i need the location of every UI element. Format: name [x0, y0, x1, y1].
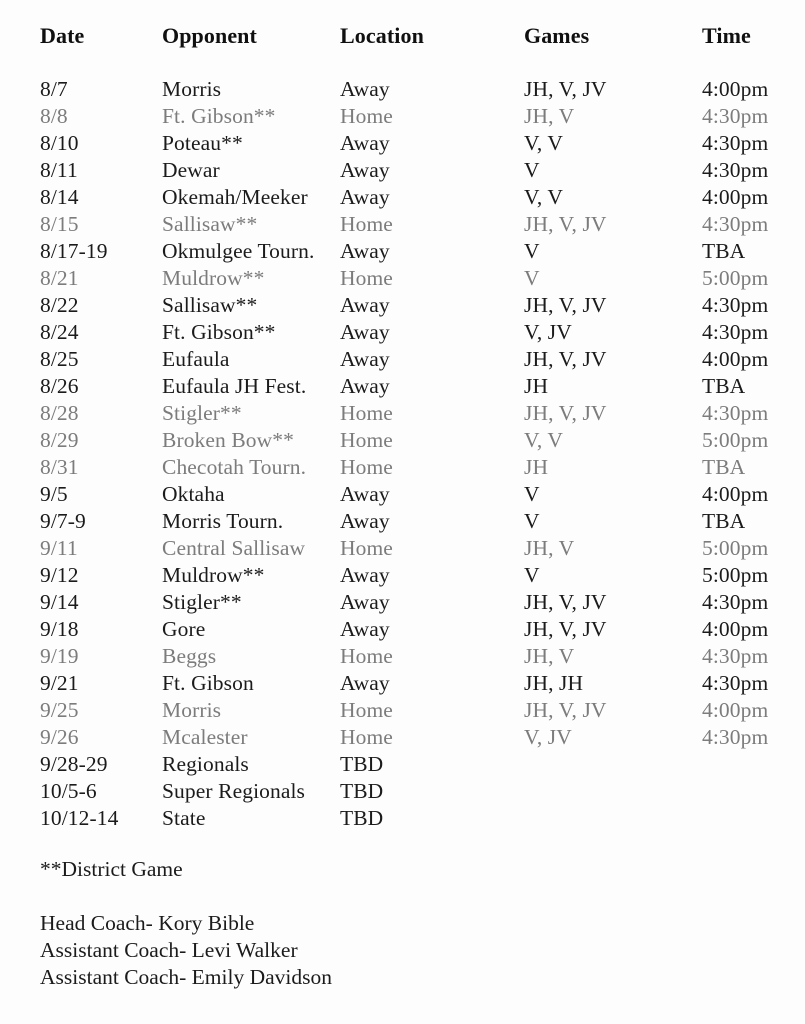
cell-date: 9/12: [40, 563, 79, 587]
cell-location: Home: [340, 455, 393, 479]
cell-date: 9/25: [40, 698, 79, 722]
district-game-footnote: **District Game: [40, 857, 183, 881]
cell-location: Home: [340, 428, 393, 452]
cell-games: V: [524, 509, 540, 533]
cell-opponent: Ft. Gibson**: [162, 320, 276, 344]
cell-games: V, JV: [524, 320, 572, 344]
cell-opponent: Broken Bow**: [162, 428, 294, 452]
table-header-row: [0, 22, 805, 49]
cell-games: V, V: [524, 131, 564, 155]
cell-date: 8/10: [40, 131, 79, 155]
cell-location: Home: [340, 401, 393, 425]
table-row: [0, 508, 805, 535]
cell-location: TBD: [340, 779, 384, 803]
column-header-games: Games: [524, 23, 590, 48]
cell-date: 8/25: [40, 347, 79, 371]
cell-location: TBD: [340, 752, 384, 776]
cell-games: JH, V: [524, 644, 575, 668]
cell-location: TBD: [340, 806, 384, 830]
cell-time: 4:30pm: [702, 725, 769, 749]
cell-location: Home: [340, 104, 393, 128]
cell-date: 9/5: [40, 482, 68, 506]
assistant-coach-1-line: Assistant Coach- Levi Walker: [40, 938, 298, 962]
cell-opponent: Super Regionals: [162, 779, 306, 803]
cell-games: V: [524, 482, 540, 506]
cell-date: 8/8: [40, 104, 68, 128]
cell-games: JH, V, JV: [524, 77, 607, 101]
cell-opponent: Sallisaw**: [162, 212, 258, 236]
cell-games: JH, JH: [524, 671, 584, 695]
cell-opponent: Oktaha: [162, 482, 225, 506]
cell-time: 4:00pm: [702, 698, 769, 722]
cell-location: Away: [340, 590, 390, 614]
table-row: [0, 103, 805, 130]
cell-games: JH, V, JV: [524, 293, 607, 317]
cell-games: JH, V, JV: [524, 590, 607, 614]
table-row: [0, 454, 805, 481]
cell-date: 8/11: [40, 158, 78, 182]
table-row: [0, 535, 805, 562]
table-row: [0, 751, 805, 778]
head-coach-line: Head Coach- Kory Bible: [40, 911, 255, 935]
cell-games: JH, V, JV: [524, 698, 607, 722]
cell-location: Away: [340, 293, 390, 317]
table-row: [0, 778, 805, 805]
cell-date: 9/11: [40, 536, 78, 560]
cell-opponent: Morris: [162, 77, 222, 101]
table-row: [0, 589, 805, 616]
cell-location: Away: [340, 671, 390, 695]
cell-date: 9/18: [40, 617, 79, 641]
cell-time: 4:00pm: [702, 347, 769, 371]
cell-date: 8/26: [40, 374, 79, 398]
cell-date: 8/7: [40, 77, 68, 101]
table-row: [0, 670, 805, 697]
cell-date: 9/21: [40, 671, 79, 695]
cell-opponent: Central Sallisaw: [162, 536, 306, 560]
table-row: [0, 400, 805, 427]
cell-location: Away: [340, 239, 390, 263]
cell-opponent: Ft. Gibson**: [162, 104, 276, 128]
cell-games: JH: [524, 455, 549, 479]
table-row: [0, 697, 805, 724]
cell-location: Away: [340, 320, 390, 344]
table-row: [0, 643, 805, 670]
cell-games: V, V: [524, 185, 564, 209]
cell-opponent: Poteau**: [162, 131, 243, 155]
table-row: [0, 292, 805, 319]
cell-location: Away: [340, 131, 390, 155]
cell-games: V: [524, 563, 540, 587]
table-row: [0, 616, 805, 643]
cell-opponent: Ft. Gibson: [162, 671, 254, 695]
cell-time: 4:30pm: [702, 212, 769, 236]
cell-location: Home: [340, 212, 393, 236]
cell-date: 9/19: [40, 644, 79, 668]
cell-location: Home: [340, 536, 393, 560]
cell-location: Away: [340, 347, 390, 371]
cell-opponent: Beggs: [162, 644, 217, 668]
table-row: [0, 724, 805, 751]
cell-location: Away: [340, 374, 390, 398]
cell-games: V: [524, 158, 540, 182]
cell-opponent: State: [162, 806, 206, 830]
table-row: [0, 130, 805, 157]
table-row: [0, 184, 805, 211]
cell-time: 4:00pm: [702, 77, 769, 101]
cell-opponent: Sallisaw**: [162, 293, 258, 317]
cell-time: TBA: [702, 239, 746, 263]
cell-date: 9/28-29: [40, 752, 108, 776]
cell-time: 5:00pm: [702, 428, 769, 452]
cell-time: 5:00pm: [702, 536, 769, 560]
cell-location: Away: [340, 617, 390, 641]
cell-opponent: Muldrow**: [162, 266, 265, 290]
cell-location: Away: [340, 158, 390, 182]
cell-date: 9/14: [40, 590, 79, 614]
cell-date: 10/12-14: [40, 806, 119, 830]
cell-opponent: Stigler**: [162, 590, 242, 614]
cell-date: 9/7-9: [40, 509, 86, 533]
cell-time: 4:30pm: [702, 158, 769, 182]
cell-games: JH, V: [524, 536, 575, 560]
cell-location: Home: [340, 698, 393, 722]
cell-games: V, JV: [524, 725, 572, 749]
table-row: [0, 805, 805, 832]
cell-opponent: Stigler**: [162, 401, 242, 425]
cell-location: Home: [340, 644, 393, 668]
cell-date: 8/17-19: [40, 239, 108, 263]
cell-games: JH, V: [524, 104, 575, 128]
cell-date: 8/21: [40, 266, 79, 290]
cell-time: 4:00pm: [702, 617, 769, 641]
table-row: [0, 562, 805, 589]
cell-time: 4:00pm: [702, 482, 769, 506]
cell-games: V, V: [524, 428, 564, 452]
table-row: [0, 265, 805, 292]
table-row: [0, 238, 805, 265]
cell-time: 4:30pm: [702, 644, 769, 668]
cell-time: 4:30pm: [702, 401, 769, 425]
cell-date: 8/29: [40, 428, 79, 452]
cell-location: Away: [340, 185, 390, 209]
cell-opponent: Mcalester: [162, 725, 248, 749]
table-row: [0, 76, 805, 103]
cell-date: 8/14: [40, 185, 79, 209]
cell-opponent: Morris Tourn.: [162, 509, 284, 533]
column-header-opponent: Opponent: [162, 23, 257, 48]
cell-games: JH, V, JV: [524, 617, 607, 641]
cell-opponent: Okemah/Meeker: [162, 185, 308, 209]
cell-location: Away: [340, 563, 390, 587]
cell-opponent: Regionals: [162, 752, 249, 776]
column-header-date: Date: [40, 23, 85, 48]
cell-date: 8/15: [40, 212, 79, 236]
cell-date: 8/31: [40, 455, 79, 479]
cell-games: JH, V, JV: [524, 212, 607, 236]
cell-opponent: Morris: [162, 698, 222, 722]
table-row: [0, 481, 805, 508]
cell-location: Home: [340, 266, 393, 290]
cell-time: TBA: [702, 509, 746, 533]
cell-time: 4:30pm: [702, 131, 769, 155]
cell-opponent: Checotah Tourn.: [162, 455, 307, 479]
cell-date: 10/5-6: [40, 779, 97, 803]
cell-opponent: Gore: [162, 617, 206, 641]
table-row: [0, 319, 805, 346]
assistant-coach-2-line: Assistant Coach- Emily Davidson: [40, 965, 333, 989]
cell-date: 9/26: [40, 725, 79, 749]
cell-date: 8/28: [40, 401, 79, 425]
cell-time: 4:30pm: [702, 590, 769, 614]
cell-opponent: Muldrow**: [162, 563, 265, 587]
cell-games: V: [524, 239, 540, 263]
cell-opponent: Dewar: [162, 158, 220, 182]
cell-games: JH, V, JV: [524, 401, 607, 425]
cell-time: 4:30pm: [702, 671, 769, 695]
cell-location: Away: [340, 509, 390, 533]
cell-time: TBA: [702, 374, 746, 398]
cell-time: 4:30pm: [702, 320, 769, 344]
cell-location: Home: [340, 725, 393, 749]
cell-games: JH, V, JV: [524, 347, 607, 371]
cell-games: JH: [524, 374, 549, 398]
table-row: [0, 211, 805, 238]
column-header-time: Time: [702, 23, 751, 48]
cell-time: 4:30pm: [702, 293, 769, 317]
cell-time: 5:00pm: [702, 563, 769, 587]
table-row: [0, 346, 805, 373]
column-header-location: Location: [340, 23, 424, 48]
cell-time: TBA: [702, 455, 746, 479]
cell-location: Away: [340, 482, 390, 506]
cell-time: 5:00pm: [702, 266, 769, 290]
table-row: [0, 427, 805, 454]
table-row: [0, 157, 805, 184]
cell-location: Away: [340, 77, 390, 101]
cell-opponent: Okmulgee Tourn.: [162, 239, 315, 263]
cell-date: 8/24: [40, 320, 79, 344]
cell-opponent: Eufaula: [162, 347, 230, 371]
cell-time: 4:30pm: [702, 104, 769, 128]
cell-time: 4:00pm: [702, 185, 769, 209]
cell-games: V: [524, 266, 540, 290]
cell-date: 8/22: [40, 293, 79, 317]
cell-opponent: Eufaula JH Fest.: [162, 374, 307, 398]
table-row: [0, 373, 805, 400]
